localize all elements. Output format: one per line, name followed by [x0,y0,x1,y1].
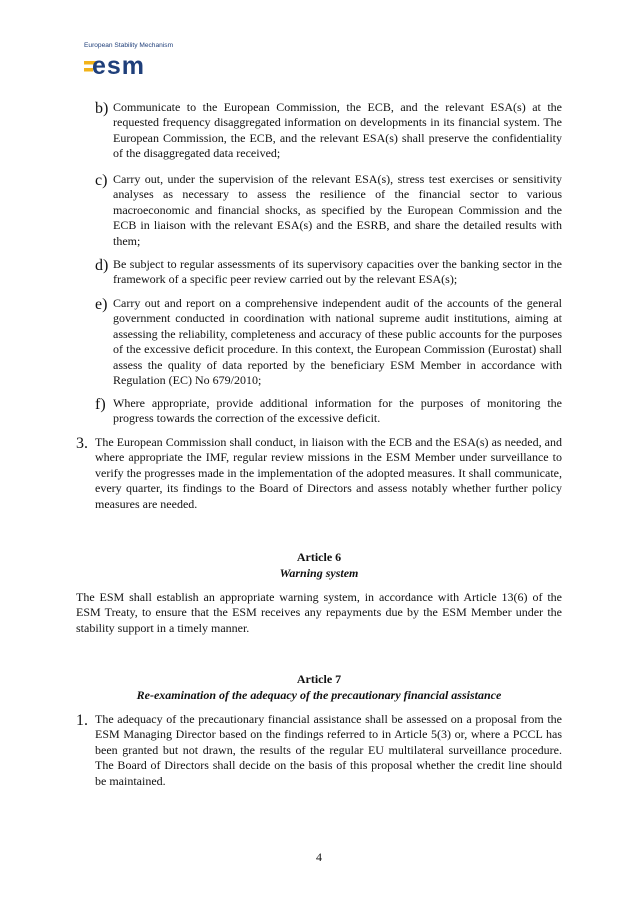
article-6-title: Warning system [279,566,359,580]
list-text: Be subject to regular assessments of its supervisory capacities over the banking sector in the framework of a specific peer review carried out by the relevant ESA(s); [113,257,562,287]
list-item-3 [76,435,562,512]
list-label: b) [95,100,109,117]
article-6-number: Article 6 [296,550,342,564]
list-item-e [95,296,562,388]
list-label: e) [95,296,108,313]
org-name: European Stability Mechanism [84,42,174,49]
list-text: Communicate to the European Commission, the ECB, and the relevant ESA(s) at the requested frequency disaggregated information on developments in its financial system. The European Commission, the ECB, and the relevant ESA(s) shall preserve the confidentiality of the disaggregated data received; [113,100,562,161]
list-text: The adequacy of the precautionary financial assistance shall be assessed on a proposal from the ESM Managing Director based on the findings referred to in Article 5(3) or, where a PCCL has been granted but not drawn, the results of the regular EU multilateral surveillance procedure. The Board of Directors shall decide on the basis of this proposal whether the credit line should be maintained. [95,712,562,788]
article-7-number: Article 7 [296,672,342,686]
article-7-item-1 [76,712,562,789]
article-7-title: Re-examination of the adequacy of the precautionary financial assistance [136,688,502,702]
list-item-f [95,396,562,427]
esm-logo [84,42,204,82]
list-label: 3. [76,435,88,452]
list-item-c [95,172,562,249]
list-item-d [95,257,562,288]
list-label: 1. [76,712,88,729]
list-label: c) [95,172,108,189]
svg-text:esm: esm [92,54,146,78]
list-label: f) [95,396,106,413]
list-text: Carry out, under the supervision of the relevant ESA(s), stress test exercises or sensitivity analyses as necessary to assess the resilience of the financial sector to various macroeconomic and financial shocks, as specified by the European Commission and the ECB in liaison with the relevant ESA(s) and the ESRB, and share the detailed results with them; [113,172,562,248]
list-item-b [95,100,562,162]
list-text: Carry out and report on a comprehensive independent audit of the accounts of the general government conducted in coordination with national supreme audit institutions, aiming at assessing the reliability, completeness and accuracy of these public accounts for the purposes of the excessive deficit procedure. In this context, the European Commission (Eurostat) shall assess the quality of data reported by the beneficiary ESM Member in accordance with Regulation (EC) No 679/2010; [113,296,562,388]
list-label: d) [95,257,109,274]
esm-logo-mark [84,54,176,78]
article-6-text: The ESM shall establish an appropriate warning system, in accordance with Article 13(6) of the ESM Treaty, to ensure that the ESM receives any repayments due by the ESM Member under the stability support in a timely manner. [76,590,562,635]
list-text: The European Commission shall conduct, in liaison with the ECB and the ESA(s) as needed, and where appropriate the IMF, regular review missions in the ESM Member under surveillance to verify the progresses made in the implementation of the adopted measures. It shall communicate, every quarter, its findings to the Board of Directors and assess notably whether further policy measures are needed. [95,435,562,511]
list-text: Where appropriate, provide additional information for the purposes of monitoring the progress towards the correction of the excessive deficit. [113,396,562,426]
page-number: 4 [316,850,322,864]
